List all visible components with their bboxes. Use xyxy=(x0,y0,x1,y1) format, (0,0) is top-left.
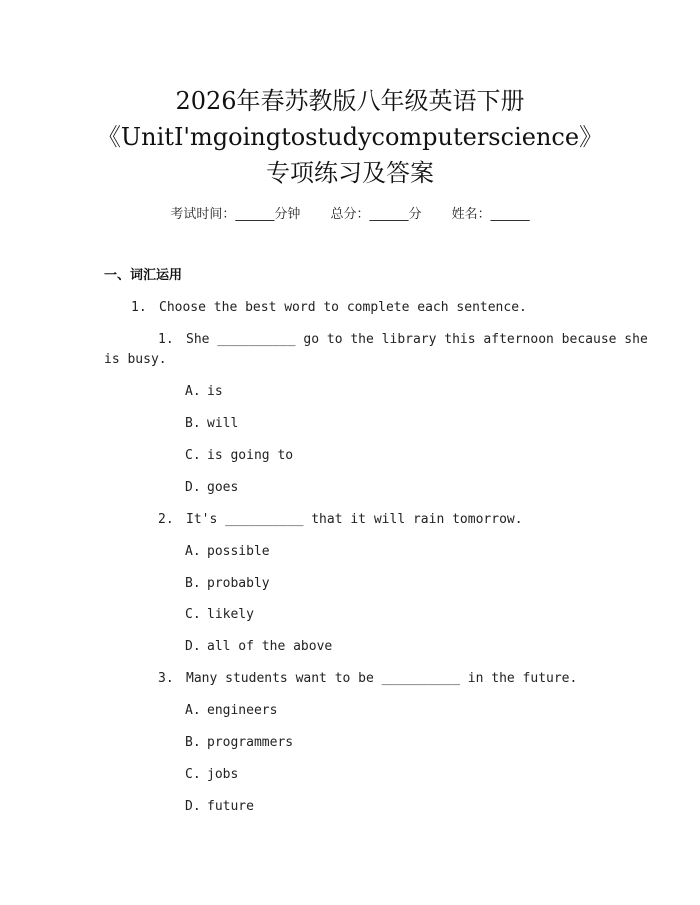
option-letter: D. xyxy=(185,639,201,654)
option-c xyxy=(185,766,238,784)
option-b xyxy=(185,734,293,752)
section-heading: 一、词汇运用 xyxy=(104,268,183,283)
exam-meta xyxy=(0,206,700,224)
option-letter: C. xyxy=(185,607,201,622)
option-letter: A. xyxy=(185,544,201,559)
title-line-2: 《UnitI'mgoingtostudycomputerscience》 xyxy=(96,123,604,151)
question-1 xyxy=(158,331,648,349)
question-3 xyxy=(158,670,577,688)
task-number: 1. xyxy=(131,300,147,315)
option-text: engineers xyxy=(207,703,278,718)
option-text: is xyxy=(207,384,223,399)
option-text: will xyxy=(207,416,239,431)
option-letter: B. xyxy=(185,416,201,431)
option-b xyxy=(185,415,238,433)
question-number: 1. xyxy=(158,332,174,347)
option-b xyxy=(185,575,270,593)
option-text: jobs xyxy=(207,767,239,782)
total-score-field: 总分：______分 xyxy=(330,207,422,222)
question-1-continuation: is busy. xyxy=(104,352,167,367)
option-letter: B. xyxy=(185,735,201,750)
option-text: is going to xyxy=(207,448,294,463)
task-text: Choose the best word to complete each sentence. xyxy=(159,300,527,315)
title-line-3: 专项练习及答案 xyxy=(266,159,434,187)
option-a xyxy=(185,383,223,401)
option-text: future xyxy=(207,799,254,814)
task-instruction xyxy=(131,299,527,317)
option-letter: C. xyxy=(185,767,201,782)
option-d xyxy=(185,638,332,656)
question-text: It's __________ that it will rain tomorrow. xyxy=(186,512,523,527)
option-text: all of the above xyxy=(207,639,333,654)
option-letter: B. xyxy=(185,576,201,591)
question-number: 3. xyxy=(158,671,174,686)
option-text: programmers xyxy=(207,735,294,750)
question-number: 2. xyxy=(158,512,174,527)
option-letter: A. xyxy=(185,384,201,399)
option-letter: C. xyxy=(185,448,201,463)
option-a xyxy=(185,543,270,561)
option-letter: D. xyxy=(185,480,201,495)
option-d xyxy=(185,479,238,497)
option-d xyxy=(185,798,254,816)
title-line-1: 2026年春苏教版八年级英语下册 xyxy=(175,87,525,115)
option-letter: A. xyxy=(185,703,201,718)
option-text: possible xyxy=(207,544,270,559)
option-text: goes xyxy=(207,480,239,495)
option-text: probably xyxy=(207,576,270,591)
question-text: She __________ go to the library this afternoon because she xyxy=(186,332,648,347)
option-a xyxy=(185,702,277,720)
student-name-field: 姓名：______ xyxy=(451,207,530,222)
option-c xyxy=(185,447,293,465)
option-c xyxy=(185,606,254,624)
question-2 xyxy=(158,511,523,529)
exam-time-field: 考试时间：______分钟 xyxy=(170,207,301,222)
option-text: likely xyxy=(207,607,254,622)
option-letter: D. xyxy=(185,799,201,814)
question-text: Many students want to be __________ in the future. xyxy=(186,671,578,686)
